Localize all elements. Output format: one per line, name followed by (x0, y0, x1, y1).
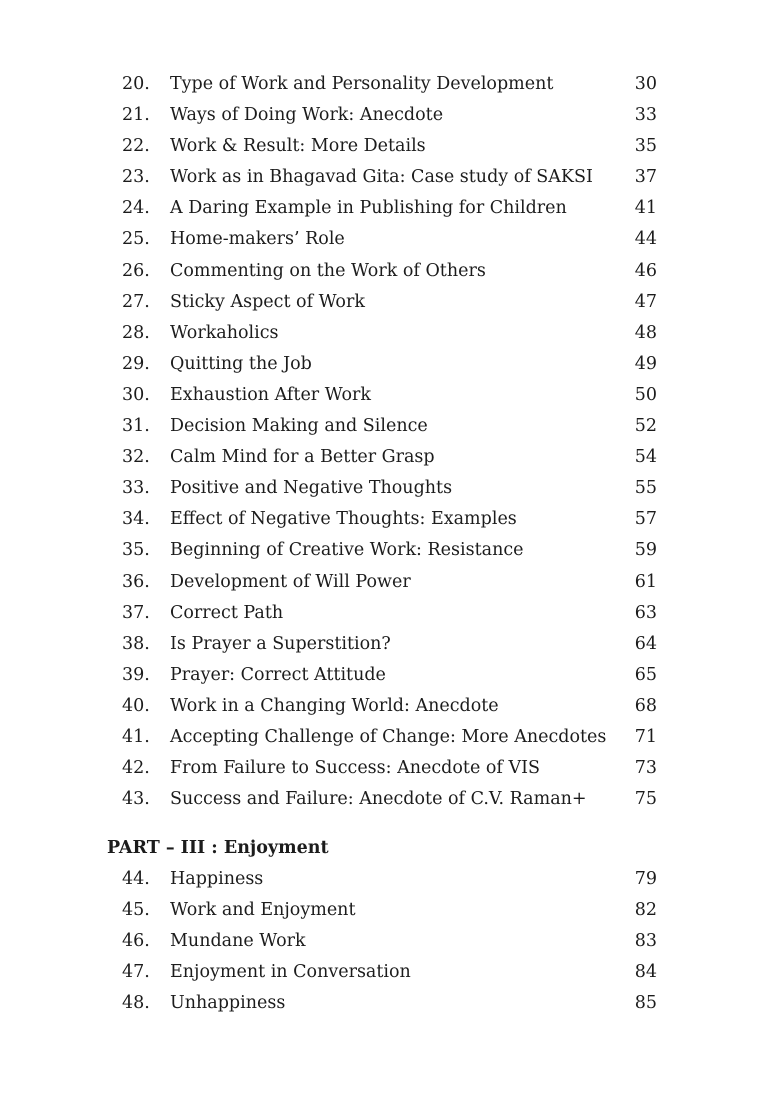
toc-entry-number: 37. (122, 602, 150, 623)
toc-entry-title: Work in a Changing World: Anecdote (170, 695, 499, 716)
toc-entry-number: 30. (122, 384, 150, 405)
toc-entry-page: 73 (634, 758, 657, 779)
toc-entry-page: 61 (634, 571, 657, 592)
toc-entry-page: 33 (634, 105, 657, 126)
toc-entry-page: 64 (634, 633, 657, 654)
toc-entry-title: Calm Mind for a Better Grasp (170, 447, 435, 468)
toc-list-part3 (0, 864, 780, 1019)
toc-entry-number: 35. (122, 540, 150, 561)
toc-entry-number: 36. (122, 571, 150, 592)
toc-entry-page: 30 (634, 74, 657, 94)
toc-entry-page: 68 (634, 695, 657, 716)
toc-entry (0, 895, 780, 926)
toc-entry-number: 47. (122, 962, 150, 983)
toc-entry (0, 131, 780, 162)
toc-entry-title: Home-makers’ Role (170, 229, 345, 250)
toc-entry (0, 100, 780, 131)
toc-entry (0, 598, 780, 629)
toc-entry-number: 42. (122, 758, 150, 779)
toc-entry (0, 256, 780, 287)
toc-entry-title: Success and Failure: Anecdote of C.V. Raman+ (170, 789, 587, 810)
toc-entry-page: 41 (634, 198, 657, 219)
toc-entry-number: 28. (122, 322, 150, 343)
toc-entry (0, 629, 780, 660)
toc-entry-page: 85 (634, 993, 657, 1014)
toc-entry-number: 20. (122, 74, 150, 94)
part-heading: PART – III : Enjoyment (107, 838, 329, 858)
toc-entry-page: 71 (634, 726, 657, 747)
toc-entry (0, 864, 780, 895)
toc-entry-title: Sticky Aspect of Work (170, 291, 365, 312)
toc-entry (0, 473, 780, 504)
toc-entry-page: 82 (634, 900, 657, 921)
toc-entry-title: Unhappiness (170, 993, 286, 1014)
toc-entry-page: 54 (634, 447, 657, 468)
toc-entry-number: 32. (122, 447, 150, 468)
toc-entry-title: Effect of Negative Thoughts: Examples (170, 509, 517, 530)
toc-entry-page: 48 (634, 322, 657, 343)
toc-entry-title: Mundane Work (170, 931, 306, 952)
toc-entry (0, 193, 780, 224)
toc-entry-number: 44. (122, 869, 150, 889)
toc-entry-number: 23. (122, 167, 150, 188)
toc-entry (0, 784, 780, 815)
toc-entry-title: Enjoyment in Conversation (170, 962, 411, 983)
toc-entry-title: Work and Enjoyment (170, 900, 356, 921)
toc-entry-page: 49 (634, 353, 657, 374)
toc-entry-page: 37 (634, 167, 657, 188)
toc-entry-title: Work as in Bhagavad Gita: Case study of SAKSI (170, 167, 593, 188)
toc-entry-page: 83 (634, 931, 657, 952)
toc-entry-title: Positive and Negative Thoughts (170, 478, 453, 499)
toc-entry-page: 59 (634, 540, 657, 561)
toc-entry (0, 287, 780, 318)
toc-entry-page: 50 (634, 384, 657, 405)
toc-entry-page: 63 (634, 602, 657, 623)
toc-entry-title: Workaholics (170, 322, 279, 343)
toc-entry-title: Decision Making and Silence (170, 416, 428, 437)
toc-entry-title: Accepting Challenge of Change: More Anecdotes (170, 726, 607, 747)
toc-entry-title: Exhaustion After Work (170, 384, 372, 405)
toc-entry (0, 69, 780, 100)
toc-entry-number: 26. (122, 260, 150, 281)
toc-entry-number: 21. (122, 105, 150, 126)
toc-entry (0, 535, 780, 566)
toc-entry (0, 349, 780, 380)
toc-entry-title: From Failure to Success: Anecdote of VIS (170, 758, 540, 779)
toc-entry-number: 27. (122, 291, 150, 312)
toc-entry-title: A Daring Example in Publishing for Children (170, 198, 567, 219)
toc-entry-number: 31. (122, 416, 150, 437)
toc-entry-title: Correct Path (170, 602, 284, 623)
toc-entry-page: 35 (634, 136, 657, 157)
toc-entry-number: 33. (122, 478, 150, 499)
toc-entry (0, 567, 780, 598)
toc-entry-number: 48. (122, 993, 150, 1014)
toc-entry (0, 926, 780, 957)
toc-entry-page: 75 (634, 789, 657, 810)
toc-entry-number: 22. (122, 136, 150, 157)
toc-entry-title: Ways of Doing Work: Anecdote (170, 105, 444, 126)
toc-entry-title: Prayer: Correct Attitude (170, 664, 386, 685)
toc-entry-title: Development of Will Power (170, 571, 411, 592)
toc-entry-page: 46 (634, 260, 657, 281)
toc-entry-number: 29. (122, 353, 150, 374)
toc-entry (0, 988, 780, 1019)
toc-entry (0, 442, 780, 473)
toc-entry (0, 411, 780, 442)
toc-entry-page: 44 (634, 229, 657, 250)
toc-entry-page: 79 (634, 869, 657, 889)
toc-entry (0, 318, 780, 349)
toc-entry-title: Happiness (170, 869, 264, 889)
toc-entry (0, 162, 780, 193)
toc-entry (0, 957, 780, 988)
toc-entry (0, 753, 780, 784)
toc-entry-title: Quitting the Job (170, 353, 312, 374)
toc-entry-page: 47 (634, 291, 657, 312)
toc-entry-title: Is Prayer a Superstition? (170, 633, 391, 654)
toc-entry-number: 39. (122, 664, 150, 685)
toc-entry-page: 57 (634, 509, 657, 530)
toc-entry-page: 55 (634, 478, 657, 499)
toc-entry (0, 504, 780, 535)
toc-entry-number: 40. (122, 695, 150, 716)
toc-entry-title: Type of Work and Personality Development (170, 74, 554, 94)
toc-entry-number: 46. (122, 931, 150, 952)
toc-entry-title: Work & Result: More Details (170, 136, 426, 157)
toc-entry-number: 24. (122, 198, 150, 219)
toc-entry-page: 52 (634, 416, 657, 437)
toc-entry-number: 41. (122, 726, 150, 747)
toc-list-part2 (0, 69, 780, 815)
toc-entry-number: 34. (122, 509, 150, 530)
toc-entry (0, 722, 780, 753)
toc-entry-number: 38. (122, 633, 150, 654)
toc-entry (0, 660, 780, 691)
toc-entry-title: Beginning of Creative Work: Resistance (170, 540, 524, 561)
toc-entry-page: 65 (634, 664, 657, 685)
toc-entry (0, 224, 780, 255)
toc-entry-number: 43. (122, 789, 150, 810)
toc-entry (0, 380, 780, 411)
toc-entry (0, 691, 780, 722)
toc-entry-number: 45. (122, 900, 150, 921)
toc-entry-title: Commenting on the Work of Others (170, 260, 486, 281)
toc-entry-number: 25. (122, 229, 150, 250)
toc-entry-page: 84 (634, 962, 657, 983)
